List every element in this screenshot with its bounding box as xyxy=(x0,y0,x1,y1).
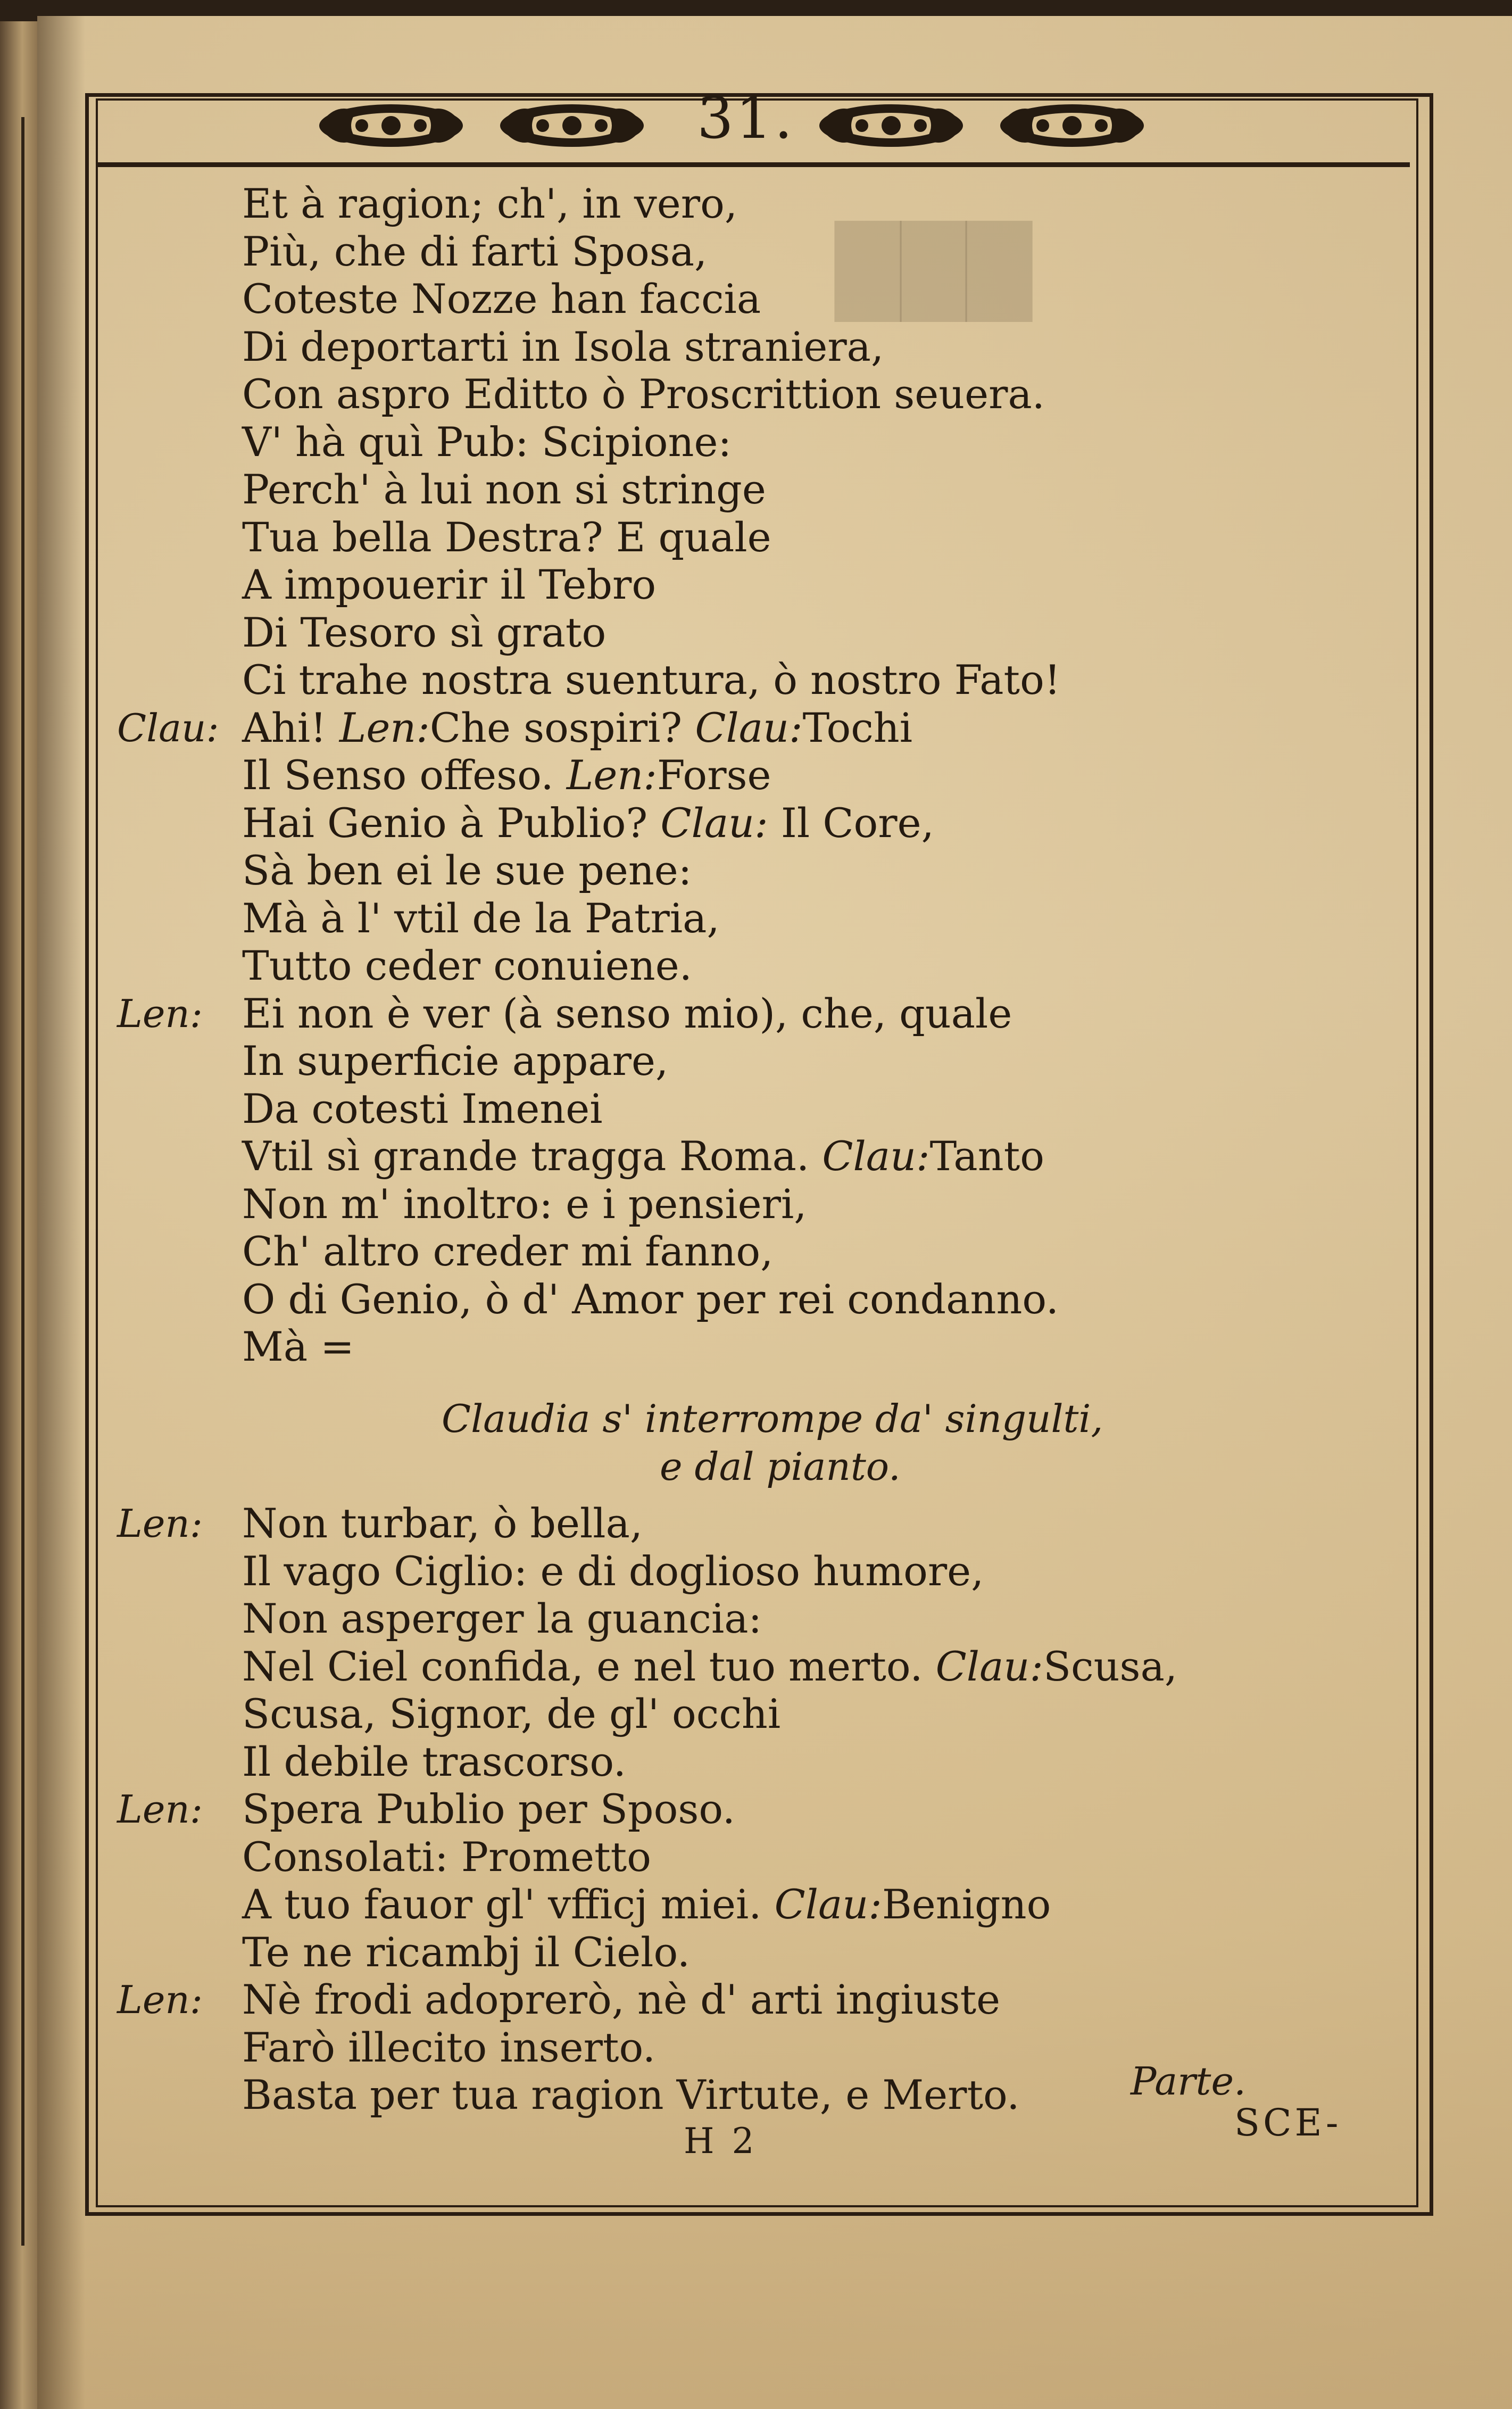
speaker-label: Clau: xyxy=(117,705,219,750)
verse-fragment: V' hà quì Pub: Scipione: xyxy=(242,418,732,466)
verse-fragment: Nel Ciel confida, e nel tuo merto. xyxy=(242,1642,936,1690)
speaker-cue: Clau: xyxy=(935,1642,1043,1690)
verse-line xyxy=(242,1642,1178,1690)
verse-fragment: Non turbar, ò bella, xyxy=(242,1500,643,1547)
page-number: 31. xyxy=(697,85,795,152)
verse-line xyxy=(242,1037,669,1085)
verse-fragment: Tua bella Destra? E quale xyxy=(242,513,771,561)
verse-fragment: Il debile trascorso. xyxy=(242,1737,626,1785)
speaker-cue: Clau: xyxy=(774,1881,882,1928)
speaker-label: Len: xyxy=(117,991,203,1036)
verse-line xyxy=(242,608,607,656)
verse-fragment: Il Senso offeso. xyxy=(242,751,567,799)
verse-line xyxy=(242,1976,1001,2023)
exit-direction: Parte. xyxy=(1131,2059,1246,2104)
verse-fragment: In superficie appare, xyxy=(242,1037,669,1085)
verse-line xyxy=(242,1881,1051,1928)
verse-line xyxy=(242,2071,1020,2118)
verse-fragment: Con aspro Editto ò Proscrittion seuera. xyxy=(242,370,1045,418)
verse-line xyxy=(242,894,720,942)
verse-fragment: Non m' inoltro: e i pensieri, xyxy=(242,1180,807,1228)
show-through: ███ xyxy=(835,221,1032,321)
verse-fragment: Ch' altro creder mi fanno, xyxy=(242,1228,774,1275)
speaker-cue: Clau: xyxy=(822,1132,930,1180)
stage-direction-line-1: Claudia s' interrompe da' singulti, xyxy=(442,1396,1103,1441)
speaker-cue: Clau: xyxy=(695,703,803,751)
verse-line xyxy=(242,322,884,370)
verse-fragment: Di Tesoro sì grato xyxy=(242,608,607,656)
verse-line xyxy=(242,1323,354,1370)
verse-line xyxy=(242,513,771,561)
verse-line xyxy=(242,1595,762,1642)
verse-fragment: Tutto ceder conuiene. xyxy=(242,942,692,989)
speaker-label: Len: xyxy=(117,1501,203,1546)
verse-fragment: Mà = xyxy=(242,1323,354,1370)
verse-line xyxy=(242,561,657,608)
verse-line xyxy=(242,466,766,513)
speaker-label: Len: xyxy=(117,1977,203,2022)
verse-fragment: Forse xyxy=(657,751,771,799)
verse-fragment: Vtil sì grande tragga Roma. xyxy=(242,1132,823,1180)
speaker-cue: Len: xyxy=(339,703,430,751)
verse-fragment: Il vago Ciglio: e di doglioso humore, xyxy=(242,1547,984,1595)
verse-fragment: Spera Publio per Sposo. xyxy=(242,1785,735,1833)
previous-page-rule xyxy=(21,117,24,2246)
previous-page-edge xyxy=(0,21,37,2409)
verse-fragment: Ci trahe nostra suentura, ò nostro Fato! xyxy=(242,656,1061,703)
verse-line xyxy=(242,1228,774,1275)
verse-fragment: Tanto xyxy=(929,1132,1044,1180)
book-page xyxy=(37,16,1512,2409)
verse-fragment: Farò illecito inserto. xyxy=(242,2023,656,2071)
verse-line xyxy=(242,1690,781,1737)
verse-line xyxy=(242,227,708,275)
speaker-cue: Clau: xyxy=(660,799,768,847)
verse-fragment: Ahi! xyxy=(242,703,339,751)
verse-line xyxy=(242,1275,1059,1323)
verse-line xyxy=(242,180,737,227)
verse-fragment: Sà ben ei le sue pene: xyxy=(242,847,692,894)
verse-line xyxy=(242,1833,651,1881)
verse-fragment: Non asperger la guancia: xyxy=(242,1595,762,1642)
verse-line xyxy=(242,1500,643,1547)
verse-line xyxy=(242,275,761,322)
verse-line xyxy=(242,751,771,799)
verse-line xyxy=(242,1547,984,1595)
verse-fragment: Basta per tua ragion Virtute, e Merto. xyxy=(242,2071,1020,2118)
verse-line xyxy=(242,703,913,751)
verse-line xyxy=(242,2023,656,2071)
verse-line xyxy=(242,1785,735,1833)
verse-fragment: Ei non è ver (à senso mio), che, quale xyxy=(242,989,1012,1037)
verse-fragment: Scusa, Signor, de gl' occhi xyxy=(242,1690,781,1737)
verse-line xyxy=(242,1737,626,1785)
verse-text xyxy=(37,16,1512,2409)
speaker-label: Len: xyxy=(117,1787,203,1832)
verse-line xyxy=(242,418,732,466)
verse-fragment: Hai Genio à Publio? xyxy=(242,799,661,847)
verse-fragment: Nè frodi adoprerò, nè d' arti ingiuste xyxy=(242,1976,1001,2023)
verse-fragment: Consolati: Prometto xyxy=(242,1833,651,1881)
verse-fragment: Tochi xyxy=(802,703,913,751)
verse-fragment: Coteste Nozze han faccia xyxy=(242,275,761,322)
verse-fragment: Scusa, xyxy=(1043,1642,1178,1690)
signature-mark: H 2 xyxy=(684,2121,758,2162)
verse-line xyxy=(242,656,1061,703)
verse-fragment: Più, che di farti Sposa, xyxy=(242,227,708,275)
verse-fragment: A tuo fauor gl' vfficj miei. xyxy=(242,1881,775,1928)
verse-fragment: Di deportarti in Isola straniera, xyxy=(242,322,884,370)
verse-line xyxy=(242,370,1045,418)
verse-line xyxy=(242,799,934,847)
verse-fragment: Da cotesti Imenei xyxy=(242,1085,603,1132)
verse-line xyxy=(242,847,692,894)
verse-fragment: Il Core, xyxy=(768,799,934,847)
verse-fragment: Mà à l' vtil de la Patria, xyxy=(242,894,720,942)
stage-direction-line-2: e dal pianto. xyxy=(660,1444,901,1489)
verse-line xyxy=(242,942,692,989)
verse-line xyxy=(242,1928,691,1976)
verse-fragment: Che sospiri? xyxy=(429,703,695,751)
verse-line xyxy=(242,1180,807,1228)
verse-fragment: Perch' à lui non si stringe xyxy=(242,466,766,513)
speaker-cue: Len: xyxy=(566,751,657,799)
catchword: SCE- xyxy=(1234,2101,1342,2145)
verse-fragment: O di Genio, ò d' Amor per rei condanno. xyxy=(242,1275,1059,1323)
verse-line xyxy=(242,1085,603,1132)
verse-fragment: Et à ragion; ch', in vero, xyxy=(242,180,737,227)
verse-fragment: Te ne ricambj il Cielo. xyxy=(242,1928,691,1976)
verse-fragment: A impouerir il Tebro xyxy=(242,561,657,608)
verse-line xyxy=(242,989,1012,1037)
verse-fragment: Benigno xyxy=(882,1881,1051,1928)
verse-line xyxy=(242,1132,1044,1180)
